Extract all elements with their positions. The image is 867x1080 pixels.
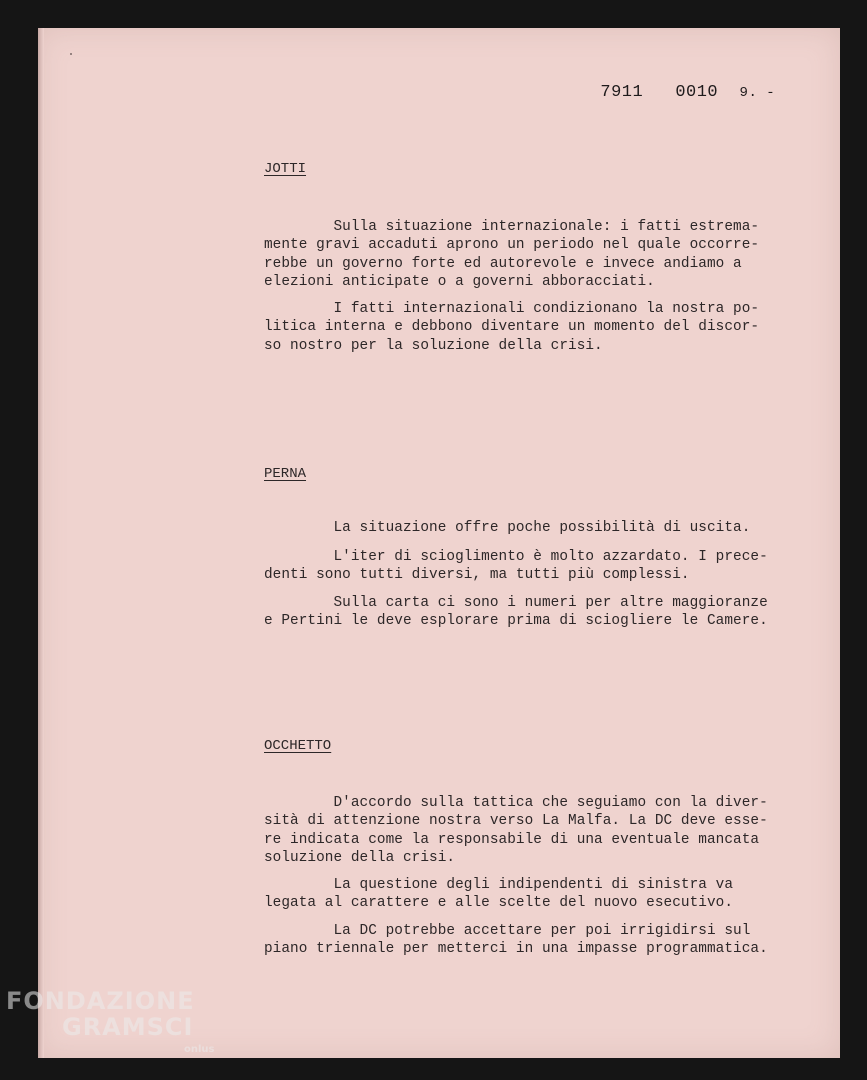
- occhetto-paragraph-3: La DC potrebbe accettare per poi irrigidirsi sul piano triennale per metterci in una impasse programmatica.: [264, 923, 768, 958]
- page-number: 9. -: [739, 85, 776, 101]
- speaker-occhetto: OCCHETTO: [264, 738, 332, 754]
- watermark-suffix: onlus: [184, 1044, 215, 1055]
- perna-paragraph-2: L'iter di scioglimento è molto azzardato. I prece- denti sono tutti diversi, ma tutti più complessi.: [264, 549, 768, 584]
- ref-part1: 7911: [600, 83, 644, 102]
- speaker-perna: PERNA: [264, 466, 307, 482]
- archive-watermark-logo: [6, 987, 215, 1055]
- occhetto-paragraph-1: D'accordo sulla tattica che seguiamo con la diver- sità di attenzione nostra verso La Malfa. La DC deve esse- re indicata come la responsabile di una eventuale mancata soluzione della crisi.: [264, 795, 768, 866]
- watermark-line2: GRAMSCI: [62, 1013, 194, 1041]
- speaker-jotti: JOTTI: [264, 161, 307, 177]
- watermark-line1: FONDAZIONE: [6, 987, 195, 1015]
- jotti-paragraph-2: I fatti internazionali condizionano la nostra po- litica interna e debbono diventare un momento del discor- so nostro per la soluzione della crisi.: [264, 301, 760, 354]
- paper-speck: [70, 53, 72, 55]
- occhetto-paragraph-2: La questione degli indipendenti di sinistra va legata al carattere e alle scelte del nuovo esecutivo.: [264, 877, 734, 912]
- page-fold-shadow: [38, 28, 44, 1058]
- perna-paragraph-1: La situazione offre poche possibilità di uscita.: [264, 520, 751, 536]
- jotti-paragraph-1: Sulla situazione internazionale: i fatti estrema- mente gravi accaduti aprono un periodo nel quale occorre- rebbe un governo forte ed autorevole e invece andiamo a elezioni anticipate o a governi abboracciati.: [264, 219, 760, 290]
- perna-paragraph-3: Sulla carta ci sono i numeri per altre maggioranze e Pertini le deve esplorare prima di sciogliere le Camere.: [264, 595, 768, 630]
- ref-part2: 0010: [675, 83, 719, 102]
- document-reference: [579, 64, 775, 102]
